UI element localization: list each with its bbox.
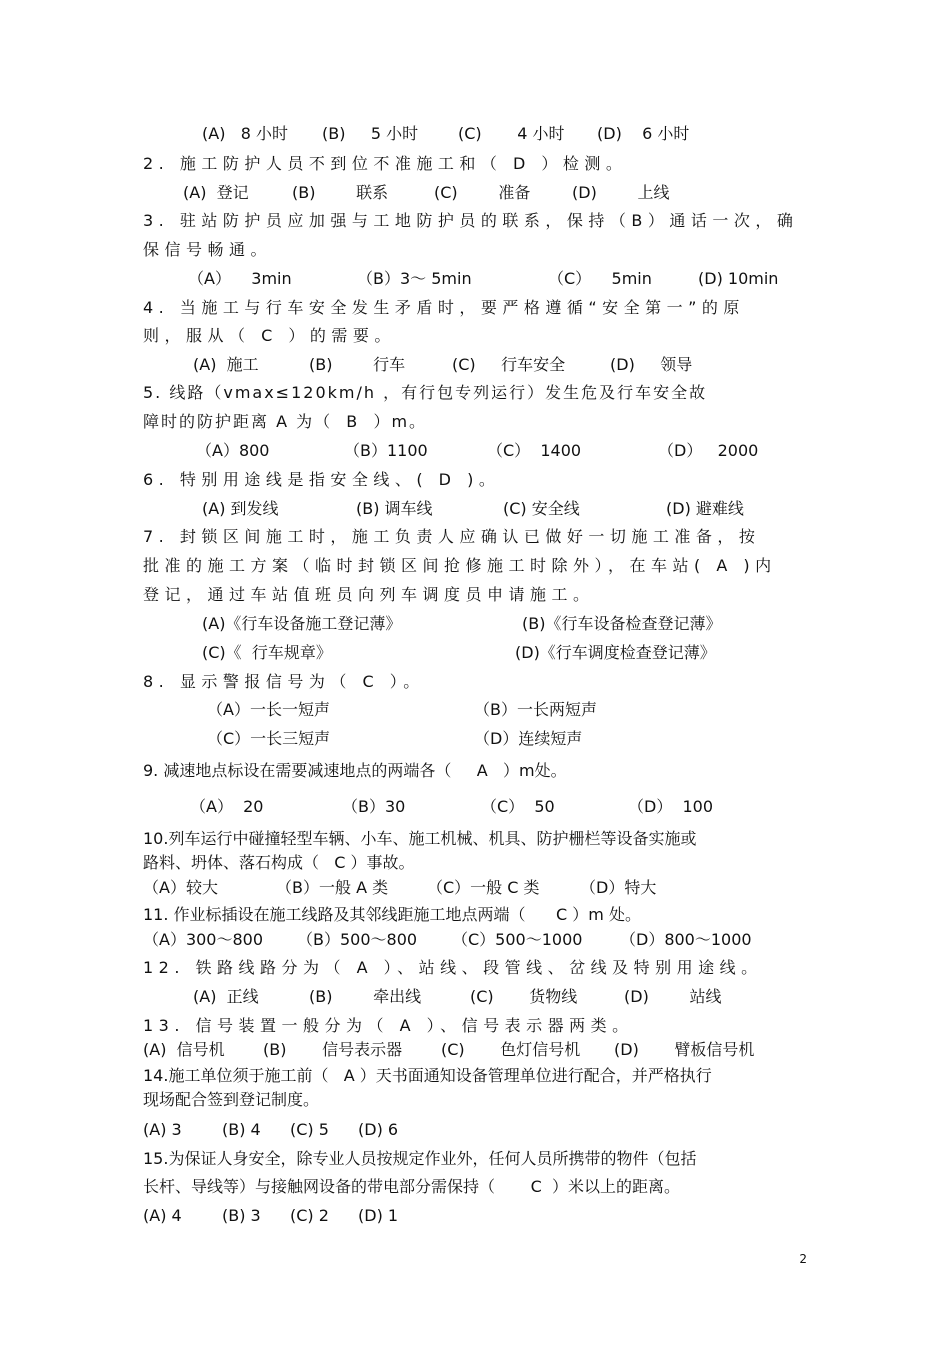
option-q9-opts-2: （C） 50	[481, 797, 555, 816]
question-text-q8-l1: 8. 显示警报信号为（ C ）。	[143, 672, 425, 691]
option-q4-opts-2: (C) 行车安全	[452, 355, 566, 374]
question-text-q10-l2: 路料、坍体、落石构成（ C ）事故。	[143, 853, 415, 872]
option-q10-opts-2: （C）一般 C 类	[427, 878, 540, 897]
option-q10-opts-1: （B）一般 A 类	[276, 878, 389, 897]
option-q12-opts-2: (C) 货物线	[470, 987, 578, 1006]
option-q15-opts-0: (A) 4	[143, 1206, 182, 1225]
option-q13-opts-1: (B) 信号表示器	[263, 1040, 403, 1059]
option-q8-opts-2-1: （D）连续短声	[474, 729, 583, 748]
option-q15-opts-1: (B) 3	[222, 1206, 261, 1225]
option-q2-opts-1: (B) 联系	[292, 183, 389, 202]
option-q14-opts-2: (C) 5	[290, 1120, 329, 1139]
option-q5-opts-0: （A）800	[196, 441, 270, 460]
option-q5-opts-3: （D） 2000	[658, 441, 759, 460]
question-text-q5-l1: 5. 线路（vmax≤120km/h ，有行包专列运行）发生危及行车安全故	[143, 383, 708, 402]
option-q4-opts-0: (A) 施工	[193, 355, 259, 374]
option-q13-opts-2: (C) 色灯信号机	[441, 1040, 581, 1059]
question-text-q11-l1: 11. 作业标插设在施工线路及其邻线距施工地点两端（ C ）m 处。	[143, 905, 641, 924]
question-text-q10-l1: 10.列车运行中碰撞轻型车辆、小车、施工机械、机具、防护栅栏等设备实施或	[143, 829, 697, 848]
question-text-q3-l2: 保信号畅通。	[143, 240, 273, 259]
option-q7-opts-2-1: (D)《行车调度检查登记薄》	[515, 643, 716, 662]
question-text-q7-l1: 7. 封锁区间施工时，施工负责人应确认已做好一切施工准备，按	[143, 527, 761, 546]
option-q6-opts-2: (C) 安全线	[503, 499, 580, 518]
option-q15-opts-3: (D) 1	[358, 1206, 399, 1225]
option-q12-opts-3: (D) 站线	[624, 987, 722, 1006]
question-text-q12-l1: 12. 铁路线路分为（ A ）、站线、段管线、岔线及特别用途线。	[143, 958, 763, 977]
question-text-q2-l1: 2. 施工防护人员不到位不准施工和（ D ）检测。	[143, 154, 628, 173]
option-q11-opts-1: （B）500～800	[297, 930, 418, 949]
option-q1-opts-3: (D) 6 小时	[597, 124, 690, 143]
option-q1-opts-1: (B) 5 小时	[322, 124, 419, 143]
option-q3-opts-0: （A） 3min	[188, 269, 292, 288]
option-q5-opts-1: （B）1100	[344, 441, 428, 460]
option-q3-opts-2: （C） 5min	[548, 269, 652, 288]
option-q6-opts-3: (D) 避难线	[666, 499, 744, 518]
option-q14-opts-0: (A) 3	[143, 1120, 182, 1139]
option-q8-opts-2-0: （C）一长三短声	[207, 729, 331, 748]
question-text-q4-l2: 则，服从（ C ）的需要。	[143, 326, 396, 345]
question-text-q7-l3: 登记，通过车站值班员向列车调度员申请施工。	[143, 585, 595, 604]
option-q6-opts-0: (A) 到发线	[202, 499, 279, 518]
option-q13-opts-3: (D) 臂板信号机	[614, 1040, 755, 1059]
option-q13-opts-0: (A) 信号机	[143, 1040, 225, 1059]
option-q8-opts-1-0: （A）一长一短声	[207, 700, 330, 719]
option-q1-opts-2: (C) 4 小时	[458, 124, 565, 143]
question-text-q14-l1: 14.施工单位须于施工前（ A ）天书面通知设备管理单位进行配合，并严格执行	[143, 1066, 712, 1085]
question-text-q15-l1: 15.为保证人身安全，除专业人员按规定作业外，任何人员所携带的物件（包括	[143, 1149, 697, 1168]
question-text-q9-l1: 9. 减速地点标设在需要减速地点的两端各（ A ）m处。	[143, 761, 567, 780]
question-text-q6-l1: 6. 特别用途线是指安全线、( D )。	[143, 470, 501, 489]
option-q12-opts-0: (A) 正线	[193, 987, 259, 1006]
option-q4-opts-3: (D) 领导	[610, 355, 693, 374]
option-q7-opts-1-1: (B)《行车设备检查登记薄》	[522, 614, 722, 633]
option-q9-opts-0: （A） 20	[190, 797, 264, 816]
option-q14-opts-1: (B) 4	[222, 1120, 261, 1139]
option-q9-opts-3: （D） 100	[628, 797, 714, 816]
option-q2-opts-2: (C) 准备	[434, 183, 531, 202]
option-q4-opts-1: (B) 行车	[309, 355, 406, 374]
option-q7-opts-1-0: (A)《行车设备施工登记薄》	[202, 614, 402, 633]
option-q2-opts-0: (A) 登记	[183, 183, 249, 202]
option-q12-opts-1: (B) 牵出线	[309, 987, 422, 1006]
option-q5-opts-2: （C） 1400	[487, 441, 582, 460]
question-text-q14-l2: 现场配合签到登记制度。	[143, 1090, 320, 1109]
option-q10-opts-0: （A）较大	[143, 878, 218, 897]
page-number: 2	[799, 1252, 807, 1266]
option-q14-opts-3: (D) 6	[358, 1120, 399, 1139]
option-q3-opts-3: (D) 10min	[698, 269, 779, 288]
option-q2-opts-3: (D) 上线	[572, 183, 670, 202]
option-q9-opts-1: （B）30	[342, 797, 406, 816]
option-q11-opts-2: （C）500～1000	[452, 930, 583, 949]
option-q6-opts-1: (B) 调车线	[356, 499, 433, 518]
option-q1-opts-0: (A) 8 小时	[202, 124, 288, 143]
question-text-q13-l1: 13. 信号装置一般分为（ A ）、信号表示器两类。	[143, 1016, 634, 1035]
option-q3-opts-1: （B）3～ 5min	[357, 269, 472, 288]
question-text-q7-l2: 批准的施工方案（临时封锁区间抢修施工时除外），在车站( A )内	[143, 556, 777, 575]
option-q11-opts-3: （D）800～1000	[620, 930, 752, 949]
question-text-q4-l1: 4. 当施工与行车安全发生矛盾时，要严格遵循“安全第一”的原	[143, 298, 745, 317]
option-q15-opts-2: (C) 2	[290, 1206, 329, 1225]
question-text-q15-l2: 长杆、导线等）与接触网设备的带电部分需保持（ C ）米以上的距离。	[143, 1177, 680, 1196]
option-q11-opts-0: （A）300～800	[143, 930, 264, 949]
question-text-q3-l1: 3. 驻站防护员应加强与工地防护员的联系，保持（B）通话一次，确	[143, 211, 799, 230]
option-q8-opts-1-1: （B）一长两短声	[474, 700, 597, 719]
question-text-q5-l2: 障时的防护距离 A 为（ B ）m。	[143, 412, 428, 431]
option-q10-opts-3: （D）特大	[580, 878, 657, 897]
option-q7-opts-2-0: (C)《 行车规章》	[202, 643, 332, 662]
